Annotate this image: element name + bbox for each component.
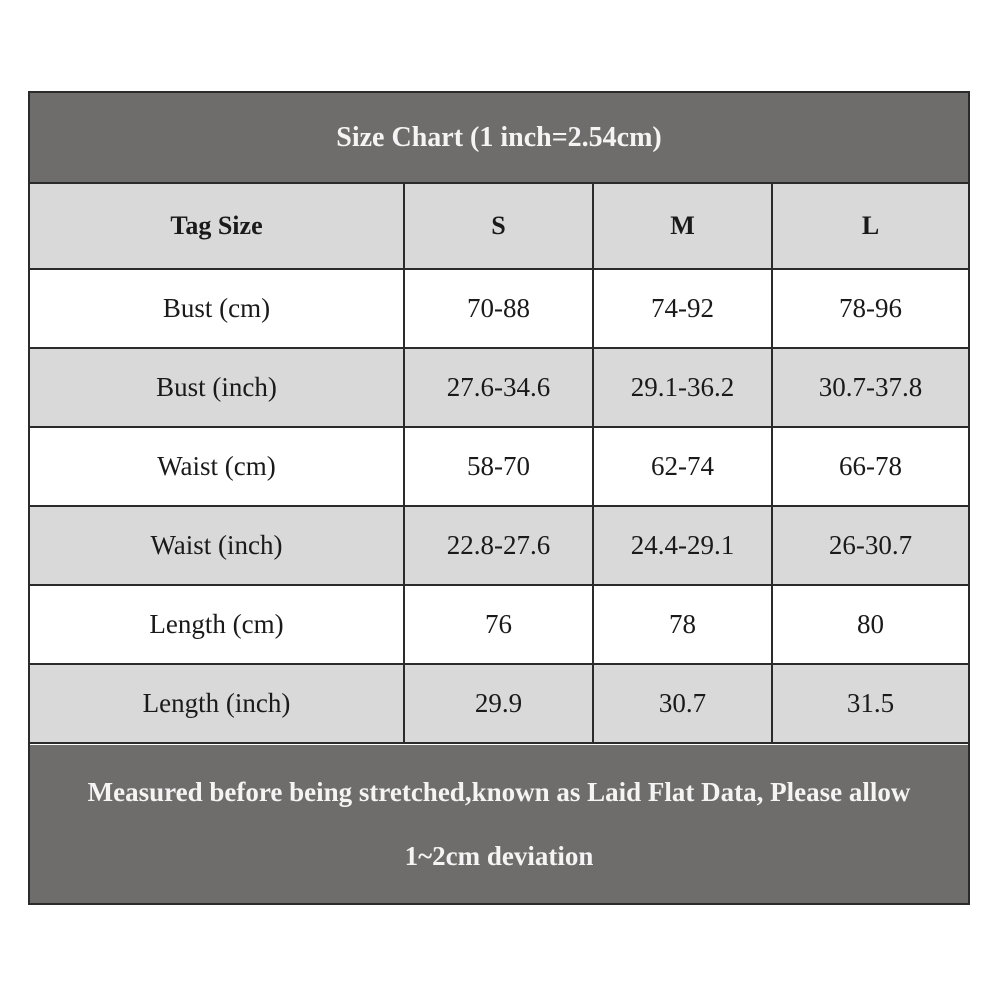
cell-s: 58-70 (404, 427, 593, 506)
footer-note-line2: 1~2cm deviation (404, 841, 594, 871)
cell-l: 78-96 (772, 269, 968, 348)
row-label: Waist (inch) (30, 506, 404, 585)
size-chart (28, 91, 970, 905)
table-row (30, 664, 968, 743)
cell-m: 74-92 (593, 269, 772, 348)
cell-s: 76 (404, 585, 593, 664)
cell-m: 78 (593, 585, 772, 664)
table-row (30, 348, 968, 427)
cell-s: 27.6-34.6 (404, 348, 593, 427)
row-label: Bust (inch) (30, 348, 404, 427)
cell-l: 31.5 (772, 664, 968, 743)
table-row (30, 427, 968, 506)
table-row (30, 585, 968, 664)
row-label: Waist (cm) (30, 427, 404, 506)
cell-m: 24.4-29.1 (593, 506, 772, 585)
row-label: Length (cm) (30, 585, 404, 664)
table-row (30, 269, 968, 348)
cell-l: 66-78 (772, 427, 968, 506)
cell-s: 22.8-27.6 (404, 506, 593, 585)
cell-l: 80 (772, 585, 968, 664)
table-row (30, 506, 968, 585)
cell-l: 30.7-37.8 (772, 348, 968, 427)
row-label: Bust (cm) (30, 269, 404, 348)
header-size-m: M (593, 184, 772, 269)
cell-m: 62-74 (593, 427, 772, 506)
footer-note-line1: Measured before being stretched,known as Laid Flat Data, Please allow (87, 777, 911, 807)
size-table (30, 184, 968, 744)
chart-title: Size Chart (1 inch=2.54cm) (30, 93, 968, 184)
header-size-l: L (772, 184, 968, 269)
cell-m: 29.1-36.2 (593, 348, 772, 427)
row-label: Length (inch) (30, 664, 404, 743)
header-tag-size: Tag Size (30, 184, 404, 269)
cell-s: 70-88 (404, 269, 593, 348)
table-header-row (30, 184, 968, 269)
cell-m: 30.7 (593, 664, 772, 743)
cell-l: 26-30.7 (772, 506, 968, 585)
footer-note (30, 745, 968, 903)
header-size-s: S (404, 184, 593, 269)
cell-s: 29.9 (404, 664, 593, 743)
